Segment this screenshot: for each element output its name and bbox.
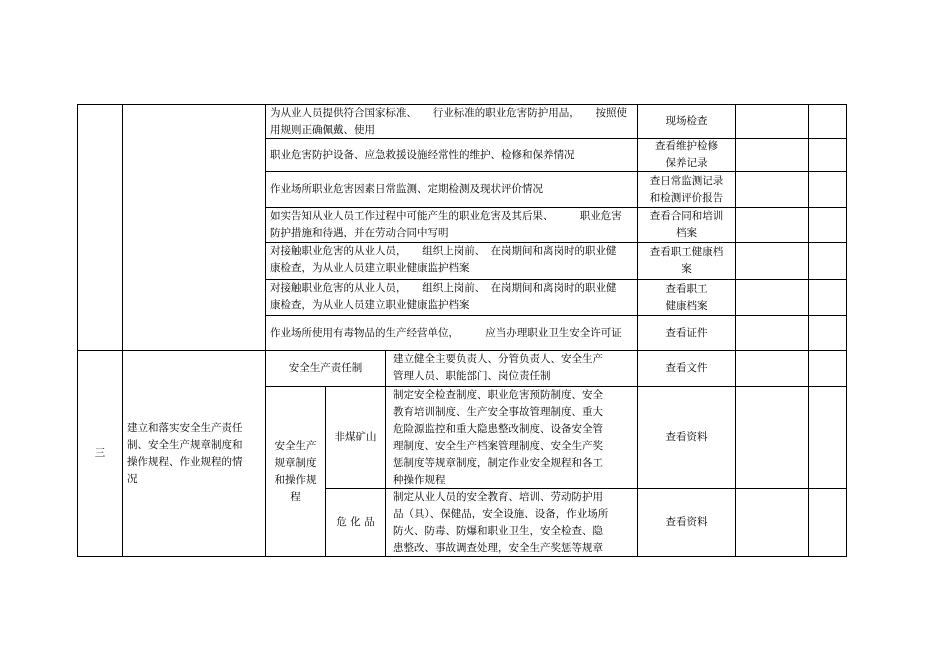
non-coal-requirement <box>393 387 636 488</box>
section-title <box>127 351 264 556</box>
requirement-line: 品（具）、保健品，安全设施、设备，作业场所 <box>393 508 609 520</box>
method-line: 查看职工健康档 <box>649 246 724 258</box>
requirement-line: 建立健全主要负责人、分管负责人、安全生产 <box>393 353 603 365</box>
method-line: 查看合同和培训 <box>649 210 724 222</box>
method-line: 案 <box>681 263 692 275</box>
requirement-line: 惩制度等规章制度，制定作业安全规程和各工 <box>393 457 603 469</box>
method-cell <box>638 243 735 279</box>
rules-label-line: 规章制度 <box>274 456 317 469</box>
method-cell <box>638 351 735 386</box>
requirement-cell <box>270 243 636 279</box>
rule-right-outer <box>846 104 847 557</box>
method-line: 健康档案 <box>665 299 708 312</box>
section-title-line: 操作规程、作业规程的情 <box>127 455 243 468</box>
responsibility-label <box>266 351 385 386</box>
requirement-line: 如实告知从业人员工作过程中可能产生的职业危害及其后果、 职业危害 <box>270 210 622 222</box>
rules-label-line: 程 <box>290 490 301 503</box>
hazchem-requirement <box>393 489 636 556</box>
requirement-line: 危险源监控和重大隐患整改制度、设备安全管 <box>393 423 603 435</box>
requirement-line: 防火、防毒、防爆和职业卫生，安全检查、隐 <box>393 525 603 537</box>
hazchem-label <box>326 489 385 556</box>
requirement-cell <box>270 208 636 242</box>
requirement-cell <box>270 172 636 207</box>
method-cell <box>638 208 735 242</box>
section-title-line: 建立和落实安全生产责任 <box>127 421 243 434</box>
responsibility-requirement <box>393 351 636 386</box>
rule-left-title <box>122 104 123 557</box>
rule-method-right <box>735 104 736 557</box>
rules-label-line: 和操作规 <box>274 473 317 486</box>
method-line: 查看资料 <box>665 431 708 443</box>
method-line: 查看文件 <box>665 362 708 374</box>
method-cell <box>638 489 735 556</box>
requirement-cell <box>270 316 636 350</box>
method-cell <box>638 387 735 488</box>
requirement-line: 理制度、安全生产档案管理制度、安全生产奖 <box>393 440 603 452</box>
non-coal-label-text: 非煤矿山 <box>334 431 377 443</box>
requirement-line: 教育培训制度、生产安全事故管理制度、重大 <box>393 406 603 418</box>
responsibility-label-text: 安全生产责任制 <box>288 362 363 374</box>
method-cell <box>638 280 735 315</box>
rules-label-line: 安全生产 <box>274 439 317 452</box>
method-line: 查日常监测记录 <box>649 174 724 187</box>
method-cell <box>638 105 735 138</box>
hazchem-label-text: 危 化 品 <box>336 516 375 528</box>
requirement-line: 作业场所职业危害因素日常监测、定期检测及现状评价情况 <box>270 183 543 195</box>
method-line: 现场检查 <box>665 115 708 127</box>
requirement-line: 康检查，为从业人员建立职业健康监护档案 <box>270 262 470 274</box>
requirement-line: 用规则正确佩戴、使用 <box>270 124 375 136</box>
method-cell <box>638 316 735 350</box>
rules-label <box>266 387 325 556</box>
requirement-line: 管理人员、职能部门、岗位责任制 <box>393 370 551 382</box>
requirement-cell <box>270 139 636 171</box>
method-line: 保养记录 <box>665 157 708 169</box>
requirement-line: 作业场所使用有毒物品的生产经营单位， 应当办理职业卫生安全许可证 <box>270 326 622 339</box>
method-line: 和检测评价报告 <box>649 191 724 204</box>
requirement-line: 职业危害防护设备、应急救援设施经常性的维护、检修和保养情况 <box>270 148 575 161</box>
requirement-line: 对接触职业危害的从业人员， 组织上岗前、 在岗期间和离岗时的职业健 <box>270 245 617 257</box>
requirement-line: 为从业人员提供符合国家标准、 行业标准的职业危害防护用品， 按照使 <box>270 107 627 119</box>
method-line: 查看维护检修 <box>655 140 718 152</box>
method-line: 查看资料 <box>665 516 708 528</box>
requirement-line: 制定安全检查制度、职业危害预防制度、安全 <box>393 389 603 401</box>
section-title-line: 制、安全生产规章制度和 <box>127 438 243 451</box>
rule-col-extra <box>808 104 809 557</box>
non-coal-label <box>326 387 385 488</box>
section-title-line: 况 <box>127 472 138 485</box>
method-line: 档案 <box>676 227 697 239</box>
requirement-line: 防护措施和待遇，并在劳动合同中写明 <box>270 227 449 239</box>
section-number-text: 三 <box>94 447 106 459</box>
requirement-cell <box>270 105 636 138</box>
method-line: 查看职工 <box>665 282 708 295</box>
section-number <box>78 351 122 556</box>
rule-sub-req <box>385 350 386 557</box>
method-line: 查看证件 <box>665 326 708 339</box>
requirement-line: 康检查，为从业人员建立职业健康监护档案 <box>270 299 470 311</box>
method-cell <box>638 139 735 171</box>
requirement-line: 种操作规程 <box>393 474 446 486</box>
requirement-line: 患整改、事故调查处理，安全生产奖惩等规章 <box>393 542 603 554</box>
method-cell <box>638 172 735 207</box>
requirement-cell <box>270 280 636 315</box>
requirement-line: 对接触职业危害的从业人员， 组织上岗前、 在岗期间和离岗时的职业健 <box>270 282 617 294</box>
requirement-line: 制定从业人员的安全教育、培训、劳动防护用 <box>393 491 603 503</box>
